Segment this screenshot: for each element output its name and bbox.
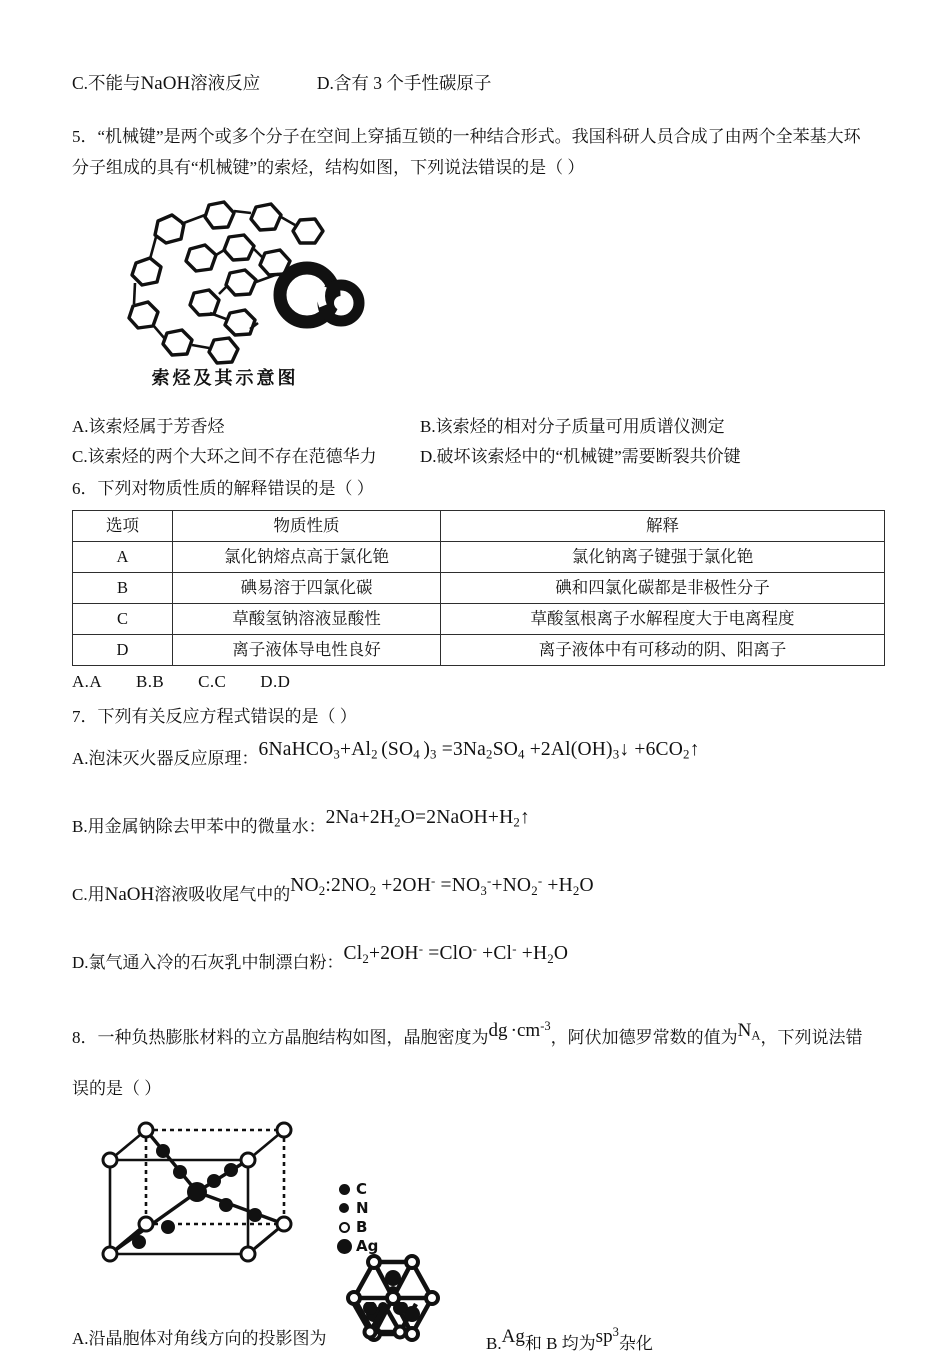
q7-option-c-label-formula: NaOH — [104, 884, 155, 905]
q4-option-c-rest: 溶液反应 — [190, 73, 261, 93]
table-header-explanation: 解释 — [441, 511, 885, 542]
legend-label-ag: Ag — [356, 1236, 379, 1255]
table-cell-explanation: 草酸氢根离子水解程度大于电离程度 — [441, 604, 885, 635]
catenane-structure-diagram — [110, 193, 370, 368]
q8-option-a: A.沿晶胞体对角线方向的投影图为 — [72, 1328, 327, 1348]
q5-options-row-2 — [72, 442, 884, 472]
q4-option-d-text: D.含有 3 个手性碳原子 — [316, 73, 492, 93]
legend-label-n: N — [356, 1198, 369, 1217]
legend-dot-c-icon — [334, 1184, 354, 1195]
table-cell-property: 离子液体导电性良好 — [173, 635, 441, 666]
unit-cell-legend — [334, 1180, 378, 1256]
table-row — [73, 635, 885, 666]
q8-options-row — [72, 1324, 884, 1358]
q7-number: 7． — [72, 707, 98, 726]
q8-option-b — [486, 1324, 653, 1359]
legend-label-b: B — [356, 1217, 368, 1236]
q8-density-formula: dg $\cdot cm^{-3}$ — [488, 1019, 551, 1042]
q5-option-a: A.该索烃属于芳香烃 — [72, 417, 225, 436]
q5-option-c: C.该索烃的两个大环之间不存在范德华力 — [72, 447, 377, 466]
table-row — [73, 542, 885, 573]
q6-answer-a: A.A — [72, 672, 103, 691]
q8-option-b-post: 杂化 — [618, 1333, 653, 1353]
q7-option-a-equation: $6NaHCO_3+Al_2$ ($SO_4$ )$_3 =3Na_2SO_4$ $+2Al(OH)_3↓$ $+6CO_2↑$ — [258, 739, 700, 762]
q8-option-b-sp3: $sp^3$ — [595, 1324, 619, 1347]
q7-option-b-label: B.用金属钠除去甲苯中的微量水： — [72, 817, 326, 836]
q7-option-a — [72, 739, 884, 796]
table-cell-option: A — [73, 542, 173, 573]
table-cell-option: B — [73, 573, 173, 604]
q6-answer-b: B.B — [136, 672, 165, 691]
cubic-unit-cell-diagram — [94, 1112, 324, 1277]
q7-option-c-label-post: 溶液吸收尾气中的 — [154, 885, 291, 904]
q8-option-b-mid: 和 B 均为 — [524, 1333, 596, 1353]
q4-option-c-text: C.不能与 — [72, 73, 141, 93]
table-cell-option: D — [73, 635, 173, 666]
center-atom — [187, 1182, 207, 1202]
q5-option-b: B.该索烃的相对分子质量可用质谱仪测定 — [420, 417, 725, 436]
table-row — [73, 573, 885, 604]
legend-item-b — [334, 1218, 378, 1237]
table-cell-option: C — [73, 604, 173, 635]
legend-item-c — [334, 1180, 378, 1199]
table-header-property: 物质性质 — [173, 511, 441, 542]
q5-option-d: D.破坏该索烃中的“机械键”需要断裂共价键 — [420, 447, 741, 466]
table-cell-explanation: 氯化钠离子键强于氯化铯 — [441, 542, 885, 573]
q7-stem — [72, 702, 884, 732]
q5-stem-line2-row — [72, 152, 884, 183]
q6-answer-c: C.C — [198, 672, 227, 691]
catenane-figure — [110, 193, 370, 368]
table-cell-property: 碘易溶于四氯化碳 — [173, 573, 441, 604]
q5-stem-line2: 分子组成的具有“机械键”的索烃，结构如图，下列说法错误的是（ ） — [72, 158, 585, 177]
q6-answer-d: D.D — [260, 672, 291, 691]
q6-stem-text: 下列对物质性质的解释错误的是（ ） — [97, 479, 374, 498]
q7-option-d-label: D.氯气通入冷的石灰乳中制漂白粉： — [72, 953, 344, 972]
q7-stem-text: 下列有关反应方程式错误的是（ ） — [97, 707, 357, 726]
q4-option-c-formula: NaOH — [140, 73, 191, 94]
q7-option-c — [72, 873, 884, 932]
q6-answer-options — [72, 666, 884, 698]
catenane-figure-caption: 索烃及其示意图 — [151, 368, 299, 389]
q7-option-d — [72, 941, 884, 1000]
table-cell-property: 氯化钠熔点高于氯化铯 — [173, 542, 441, 573]
q8-avogadro-symbol: $N_A$ — [737, 1020, 761, 1043]
table-cell-explanation: 碘和四氯化碳都是非极性分子 — [441, 573, 885, 604]
legend-dot-n-icon — [334, 1203, 354, 1213]
table-header-row — [73, 511, 885, 542]
q8-stem-pre: 一种负热膨胀材料的立方晶胞结构如图，晶胞密度为 — [97, 1028, 489, 1048]
q5-stem — [72, 121, 884, 152]
q8-figure-area — [72, 1112, 884, 1320]
q7-option-d-equation: $Cl_2+2OH^- =ClO^- +Cl^- +H_2O$ — [343, 941, 569, 966]
page-content — [72, 74, 884, 1358]
q5-options-row-1 — [72, 412, 884, 442]
table-cell-explanation: 离子液体中有可移动的阴、阳离子 — [441, 635, 885, 666]
q5-number: 5． — [72, 127, 98, 146]
q8-stem — [72, 1018, 884, 1059]
q5-stem-line1: “机械键”是两个或多个分子在空间上穿插互锁的一种结合形式。我国科研人员合成了由两个全苯基大环 — [97, 127, 861, 146]
legend-dot-b-icon — [334, 1222, 354, 1233]
legend-dot-ag-icon — [334, 1239, 354, 1254]
q4-options-row — [72, 74, 884, 93]
q6-table — [72, 510, 885, 666]
table-header-option: 选项 — [73, 511, 173, 542]
q8-stem-line2: 误的是（ ） — [72, 1078, 162, 1098]
q7-option-a-label: A.泡沫灭火器反应原理： — [72, 749, 259, 768]
q6-stem — [72, 474, 884, 504]
q8-option-b-pre: B. — [486, 1333, 502, 1353]
legend-label-c: C — [356, 1179, 368, 1198]
q8-number: 8． — [72, 1028, 98, 1048]
table-cell-property: 草酸氢钠溶液显酸性 — [173, 604, 441, 635]
q7-option-c-label-pre: C.用 — [72, 885, 105, 904]
table-row — [73, 604, 885, 635]
q8-option-b-ag: Ag — [501, 1325, 525, 1347]
q7-option-b — [72, 807, 884, 864]
q8-stem-post: ，下列说法错 — [760, 1028, 863, 1048]
q6-number: 6． — [72, 479, 98, 498]
q7-option-b-equation: $2Na+2H_2O=2NaOH+H_2↑$ — [325, 807, 530, 830]
q8-option-a-inline-figure — [340, 1302, 430, 1358]
interlocked-rings-schematic — [280, 268, 359, 322]
q7-option-c-equation: $NO_2:2NO_2 +2OH^- =NO_3^-+NO_2^- +H_2O$ — [290, 873, 594, 898]
q8-stem-mid: ，阿伏加德罗常数的值为 — [550, 1028, 738, 1048]
legend-item-n — [334, 1199, 378, 1218]
